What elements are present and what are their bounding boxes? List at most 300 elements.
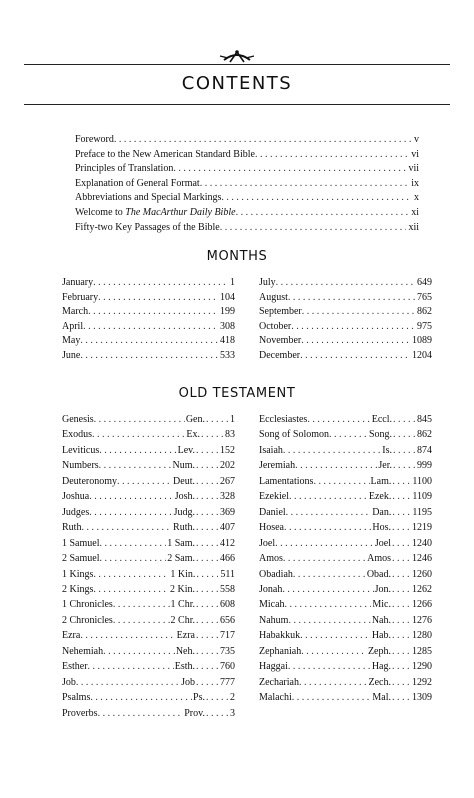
page-number: 83 (225, 429, 235, 441)
book-item[interactable] (259, 598, 432, 612)
front-matter-item[interactable] (75, 221, 419, 235)
book-name: Nahum (259, 614, 289, 626)
leader-dots (89, 506, 172, 520)
page-number: 1266 (412, 599, 432, 611)
leader-dots (200, 177, 410, 191)
leader-dots (392, 521, 410, 535)
leader-dots (103, 645, 175, 659)
leader-dots (392, 475, 410, 489)
leader-dots (392, 645, 410, 659)
book-name: Job (62, 676, 76, 688)
book-abbreviation: Ps. (193, 692, 205, 704)
leader-dots (392, 568, 410, 582)
leader-dots (301, 645, 367, 659)
leader-dots (392, 537, 410, 551)
leader-dots (329, 428, 368, 442)
page-number: 511 (220, 568, 235, 580)
book-name: 1 Samuel (62, 537, 100, 549)
page-number: 533 (220, 350, 235, 361)
page-number: 407 (220, 522, 235, 534)
page-number: 862 (417, 306, 432, 318)
month-item[interactable] (62, 349, 235, 363)
ornament-icon (216, 46, 258, 64)
leader-dots (392, 490, 410, 504)
book-item[interactable] (62, 598, 235, 612)
leader-dots (288, 291, 415, 305)
month-label: March (62, 306, 89, 318)
leader-dots (196, 660, 218, 674)
book-abbreviation: Zeph. (367, 645, 391, 657)
book-item[interactable] (259, 506, 432, 520)
book-name: Amos (259, 553, 283, 565)
month-label: October (259, 320, 292, 332)
leader-dots (393, 444, 415, 458)
book-abbreviation: Zech. (368, 676, 391, 688)
page-number: 267 (220, 475, 235, 487)
leader-dots (89, 490, 173, 504)
book-abbreviation: Mal. (372, 692, 391, 704)
book-abbreviation: Num. (172, 460, 195, 472)
book-item[interactable] (62, 691, 235, 705)
leader-dots (206, 707, 228, 721)
month-label: May (62, 335, 81, 347)
leader-dots (173, 162, 406, 176)
leader-dots (206, 413, 228, 427)
leader-dots (392, 691, 410, 705)
book-item[interactable] (62, 413, 235, 427)
leader-dots (117, 475, 172, 489)
book-abbreviation: Is. (382, 444, 392, 456)
book-item[interactable] (62, 521, 235, 535)
front-matter-item[interactable] (75, 206, 419, 220)
book-abbreviation: Neh. (175, 645, 195, 657)
book-name: Leviticus (62, 444, 100, 456)
leader-dots (88, 305, 218, 319)
book-abbreviation: Deut. (173, 475, 195, 487)
month-label: June (62, 350, 81, 361)
page-number: 152 (220, 444, 235, 456)
month-item[interactable] (62, 320, 235, 334)
book-item[interactable] (259, 645, 432, 659)
entry-label: Foreword (75, 134, 114, 145)
book-abbreviation: Joel (374, 537, 391, 549)
book-item[interactable] (62, 475, 235, 489)
leader-dots (98, 291, 218, 305)
leader-dots (220, 221, 407, 235)
front-matter-item[interactable] (75, 148, 419, 162)
leader-dots (299, 676, 368, 690)
month-item[interactable] (62, 334, 235, 348)
leader-dots (88, 660, 174, 674)
page-number: 656 (220, 614, 235, 626)
book-abbreviation: 1 Chr. (170, 599, 195, 611)
book-name: Habakkuk (259, 630, 301, 642)
book-name: Deuteronomy (62, 475, 117, 487)
leader-dots (285, 598, 372, 612)
leader-dots (196, 583, 218, 597)
book-item[interactable] (62, 568, 235, 582)
page-number: 845 (417, 414, 432, 425)
page-number: 649 (417, 277, 432, 288)
leader-dots (100, 552, 167, 566)
page-number: ix (411, 177, 419, 189)
leader-dots (80, 349, 218, 363)
page-number: 608 (220, 599, 235, 611)
page-number: 202 (220, 460, 235, 472)
book-item[interactable] (259, 413, 432, 427)
leader-dots (302, 305, 415, 319)
page-number: 1309 (412, 692, 432, 704)
month-item[interactable] (259, 320, 432, 334)
leader-dots (196, 552, 218, 566)
page-number: 765 (417, 291, 432, 303)
book-item[interactable] (259, 459, 432, 473)
leader-dots (295, 459, 377, 473)
book-name: Exodus (62, 429, 92, 441)
page-number: x (414, 192, 419, 204)
book-abbreviation: Judg. (173, 506, 195, 518)
book-abbreviation: Hab. (371, 630, 391, 642)
page-number: 975 (417, 320, 432, 332)
book-item[interactable] (62, 490, 235, 504)
book-item[interactable] (259, 521, 432, 535)
book-item[interactable] (259, 568, 432, 582)
leader-dots (392, 629, 410, 643)
month-label: February (62, 291, 99, 303)
leader-dots (90, 691, 192, 705)
page-number: 1262 (412, 583, 432, 595)
leader-dots (114, 133, 412, 147)
leader-dots (307, 413, 370, 427)
month-item[interactable] (259, 305, 432, 319)
leader-dots (300, 349, 410, 363)
leader-dots (284, 521, 371, 535)
page-number: 466 (220, 553, 235, 565)
book-name: 1 Chronicles (62, 599, 113, 611)
page-number: 735 (220, 645, 235, 657)
book-abbreviation: Ruth. (173, 522, 195, 534)
book-item[interactable] (259, 552, 432, 566)
month-item[interactable] (259, 334, 432, 348)
book-name: Lamentations (259, 475, 314, 487)
leader-dots (80, 629, 175, 643)
page-number: xii (408, 221, 419, 233)
leader-dots (93, 583, 169, 597)
book-name: 2 Samuel (62, 553, 100, 565)
month-label: December (259, 350, 301, 361)
month-item[interactable] (259, 276, 432, 290)
book-name: Malachi (259, 692, 292, 704)
page-number: 1219 (412, 522, 432, 534)
page-number: 1276 (412, 614, 432, 626)
front-matter-item[interactable] (75, 133, 419, 147)
page-number: 1260 (412, 568, 432, 580)
book-name: Hosea (259, 522, 284, 534)
leader-dots (282, 583, 373, 597)
book-name: Judges (62, 506, 90, 518)
leader-dots (196, 444, 218, 458)
leader-dots (80, 334, 218, 348)
entry-label: Explanation of General Format (75, 177, 200, 189)
book-abbreviation: Lev. (177, 444, 195, 456)
book-abbreviation: Gen. (185, 414, 205, 425)
leader-dots (100, 537, 167, 551)
leader-dots (283, 552, 366, 566)
leader-dots (93, 568, 169, 582)
book-name: 2 Chronicles (62, 614, 113, 626)
book-item[interactable] (62, 459, 235, 473)
book-item[interactable] (62, 707, 235, 721)
book-name: Ecclesiastes (259, 414, 308, 425)
page-number: 1240 (412, 537, 432, 549)
book-item[interactable] (259, 475, 432, 489)
book-name: 1 Kings (62, 568, 94, 580)
page-number: 1089 (412, 335, 432, 347)
book-abbreviation: Jer. (378, 460, 392, 472)
book-abbreviation: Hos. (372, 522, 391, 534)
leader-dots (196, 614, 218, 628)
page-number: 412 (220, 537, 235, 549)
book-name: Genesis (62, 414, 94, 425)
leader-dots (392, 583, 410, 597)
leader-dots (255, 148, 409, 162)
book-abbreviation: Dan. (372, 506, 392, 518)
book-abbreviation: Lam. (370, 475, 392, 487)
leader-dots (292, 691, 372, 705)
leader-dots (392, 614, 410, 628)
leader-dots (99, 444, 176, 458)
book-item[interactable] (62, 428, 235, 442)
book-name: Psalms (62, 692, 91, 704)
book-name: Nehemiah (62, 645, 104, 657)
month-label: November (259, 335, 302, 347)
leader-dots (300, 629, 371, 643)
book-item[interactable] (62, 506, 235, 520)
page-title: CONTENTS (181, 73, 293, 94)
page-number: 777 (220, 676, 235, 688)
month-item[interactable] (62, 305, 235, 319)
page-number: 199 (220, 306, 235, 318)
page-number: 1290 (412, 661, 432, 673)
page-number: 874 (417, 444, 432, 456)
page-number: 1204 (412, 350, 432, 361)
book-item[interactable] (259, 428, 432, 442)
book-name: Zephaniah (259, 645, 302, 657)
book-name: Zechariah (259, 676, 299, 688)
page-number: 862 (417, 429, 432, 441)
book-item[interactable] (259, 691, 432, 705)
book-item[interactable] (62, 660, 235, 674)
months-heading: MONTHS (206, 249, 268, 264)
leader-dots (94, 413, 185, 427)
page-number: 1246 (412, 553, 432, 565)
book-item[interactable] (62, 537, 235, 551)
leader-dots (313, 475, 369, 489)
book-item[interactable] (62, 552, 235, 566)
book-name: Ezekiel (259, 491, 289, 503)
book-item[interactable] (62, 583, 235, 597)
page-number: 308 (220, 320, 235, 332)
book-name: Ezra (62, 630, 81, 642)
leader-dots (76, 676, 180, 690)
book-name: Song of Solomon (259, 429, 330, 441)
page-number: 418 (220, 335, 235, 347)
book-abbreviation: Song. (368, 429, 392, 441)
book-name: Proverbs (62, 707, 98, 719)
leader-dots (283, 444, 381, 458)
book-name: Numbers (62, 460, 99, 472)
page-number: 717 (220, 630, 235, 642)
month-label: September (259, 306, 302, 318)
leader-dots (288, 614, 370, 628)
book-name: Isaiah (259, 444, 283, 456)
front-matter-item[interactable] (75, 177, 419, 191)
entry-label: Fifty-two Key Passages of the Bible (75, 221, 220, 233)
page-number: 760 (220, 661, 235, 673)
leader-dots (289, 490, 368, 504)
page-number: 369 (220, 506, 235, 518)
page-number: 328 (220, 491, 235, 503)
book-item[interactable] (62, 614, 235, 628)
leader-dots (196, 521, 218, 535)
leader-dots (286, 506, 372, 520)
book-name: 2 Kings (62, 583, 94, 595)
leader-dots (201, 428, 223, 442)
leader-dots (196, 537, 218, 551)
book-item[interactable] (259, 660, 432, 674)
book-item[interactable] (62, 629, 235, 643)
book-abbreviation: Ezra (176, 630, 195, 642)
leader-dots (276, 276, 415, 290)
leader-dots (392, 598, 410, 612)
book-name: Jonah (259, 583, 283, 595)
book-item[interactable] (259, 583, 432, 597)
month-item[interactable] (62, 291, 235, 305)
book-item[interactable] (259, 444, 432, 458)
leader-dots (98, 707, 184, 721)
month-item[interactable] (62, 276, 235, 290)
month-label: July (259, 277, 276, 288)
book-item[interactable] (259, 537, 432, 551)
book-abbreviation: 1 Kin. (170, 568, 196, 580)
page-number: 1109 (412, 491, 432, 503)
book-abbreviation: Ex. (186, 429, 200, 441)
leader-dots (392, 552, 410, 566)
book-name: Micah (259, 599, 285, 611)
front-matter-item[interactable] (75, 191, 419, 205)
leader-dots (93, 276, 228, 290)
page-number: vi (411, 148, 419, 160)
page-number: 558 (220, 583, 235, 595)
month-item[interactable] (259, 349, 432, 363)
entry-label: Preface to the New American Standard Bible (75, 148, 255, 160)
book-abbreviation: Mic. (372, 599, 391, 611)
leader-dots (293, 568, 366, 582)
book-name: Daniel (259, 506, 286, 518)
title-rule-bottom (24, 104, 450, 105)
book-name: Jeremiah (259, 460, 296, 472)
book-abbreviation: Prov. (184, 707, 205, 719)
book-item[interactable] (62, 645, 235, 659)
page-number: 1100 (412, 475, 432, 487)
page-number: vii (408, 163, 419, 175)
leader-dots (196, 490, 218, 504)
page-number: 1280 (412, 630, 432, 642)
leader-dots (196, 568, 218, 582)
book-name: Joel (259, 537, 276, 549)
leader-dots (288, 660, 371, 674)
book-abbreviation: 1 Sam. (167, 537, 195, 549)
book-name: Ruth (62, 522, 82, 534)
leader-dots (236, 206, 410, 220)
leader-dots (393, 413, 415, 427)
book-abbreviation: Josh. (174, 491, 195, 503)
book-abbreviation: Ezek. (368, 491, 392, 503)
month-item[interactable] (259, 291, 432, 305)
leader-dots (196, 645, 218, 659)
page-number: 2 (230, 692, 235, 704)
book-abbreviation: Amos (367, 553, 391, 565)
leader-dots (275, 537, 374, 551)
leader-dots (301, 334, 410, 348)
book-name: Joshua (62, 491, 90, 503)
book-item[interactable] (259, 614, 432, 628)
entry-label-italic: The MacArthur Daily Bible (125, 207, 236, 218)
book-item[interactable] (62, 676, 235, 690)
book-abbreviation: 2 Kin. (170, 583, 195, 595)
month-label: August (259, 291, 288, 303)
leader-dots (392, 660, 410, 674)
book-name: Esther (62, 661, 88, 673)
book-item[interactable] (259, 629, 432, 643)
leader-dots (196, 676, 218, 690)
book-abbreviation: Esth. (174, 661, 195, 673)
leader-dots (393, 428, 415, 442)
entry-label: Principles of Translation (75, 163, 174, 175)
leader-dots (206, 691, 228, 705)
month-label: April (62, 320, 84, 332)
page-number: 104 (220, 291, 235, 303)
leader-dots (221, 191, 412, 205)
book-abbreviation: Obad. (366, 568, 391, 580)
leader-dots (196, 475, 218, 489)
leader-dots (196, 506, 218, 520)
front-matter-item[interactable] (75, 162, 419, 176)
book-abbreviation: Hag. (371, 661, 391, 673)
entry-label: Abbreviations and Special Markings (75, 192, 222, 204)
leader-dots (92, 428, 185, 442)
book-abbreviation: Nah. (371, 614, 391, 626)
book-abbreviation: Jon. (374, 583, 391, 595)
book-item[interactable] (62, 444, 235, 458)
book-abbreviation: 2 Chr. (170, 614, 195, 626)
leader-dots (81, 521, 172, 535)
book-item[interactable] (259, 490, 432, 504)
leader-dots (393, 459, 415, 473)
book-abbreviation: Job (181, 676, 195, 688)
page-number: xi (411, 207, 419, 218)
leader-dots (196, 459, 218, 473)
leader-dots (196, 598, 218, 612)
page-number: 999 (417, 460, 432, 472)
book-name: Haggai (259, 661, 288, 673)
leader-dots (196, 629, 218, 643)
entry-label: Welcome to The MacArthur Daily Bible (75, 207, 236, 218)
leader-dots (113, 598, 170, 612)
book-item[interactable] (259, 676, 432, 690)
leader-dots (392, 506, 410, 520)
book-name: Obadiah (259, 568, 293, 580)
